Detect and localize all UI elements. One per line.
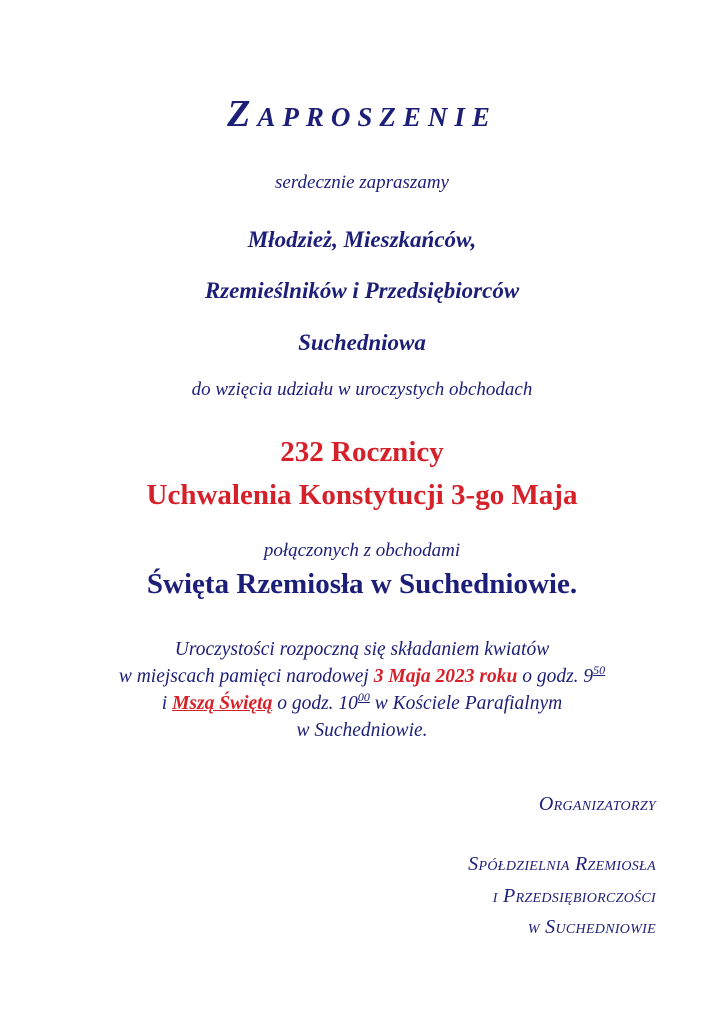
holiday-title: Święta Rzemiosła w Suchedniowie. bbox=[146, 568, 578, 600]
invitation-title: Zaproszenie bbox=[227, 93, 497, 135]
details-line-3-prefix: i bbox=[161, 693, 173, 714]
addressee-line-3: Suchedniowa bbox=[298, 330, 426, 355]
first-time-minutes: 50 bbox=[593, 663, 606, 677]
addressee-line-2: Rzemieślników i Przedsiębiorców bbox=[204, 278, 520, 303]
details-line-1: Uroczystości rozpoczną się składaniem kwiatów bbox=[174, 639, 550, 660]
intro-text: do wzięcia udziału w uroczystych obchodach bbox=[191, 379, 533, 400]
organizer-line-1: Spółdzielnia Rzemiosła bbox=[468, 853, 656, 875]
invitation-subtitle: serdecznie zapraszamy bbox=[275, 172, 449, 193]
anniversary-line-2: Uchwalenia Konstytucji 3-go Maja bbox=[146, 479, 578, 511]
combined-label: połączonych z obchodami bbox=[263, 540, 461, 561]
details-line-2-prefix: w miejscach pamięci narodowej bbox=[118, 666, 374, 687]
organizer-line-3: w Suchedniowie bbox=[527, 916, 656, 938]
organizer-line-2: i Przedsiębiorczości bbox=[492, 885, 656, 907]
addressee-line-1: Młodzież, Mieszkańców, bbox=[247, 227, 477, 252]
details-paragraph bbox=[0, 636, 724, 744]
first-time-hour: 9 bbox=[583, 666, 594, 687]
details-line-3 bbox=[0, 690, 724, 717]
event-date: 3 Maja 2023 roku bbox=[373, 666, 518, 687]
details-line-2 bbox=[0, 663, 724, 690]
anniversary-line-1: 232 Rocznicy bbox=[280, 436, 444, 468]
details-line-2-mid: o godz. bbox=[517, 666, 584, 687]
organizers-label: Organizatorzy bbox=[538, 793, 656, 815]
details-line-3-mid: o godz. bbox=[272, 693, 339, 714]
second-time-minutes: 00 bbox=[357, 690, 370, 704]
second-time-hour: 10 bbox=[338, 693, 358, 714]
details-line-4: w Suchedniowie. bbox=[296, 720, 428, 741]
mass-label: Mszą Świętą bbox=[172, 693, 273, 714]
details-line-3-suffix: w Kościele Parafialnym bbox=[369, 693, 563, 714]
